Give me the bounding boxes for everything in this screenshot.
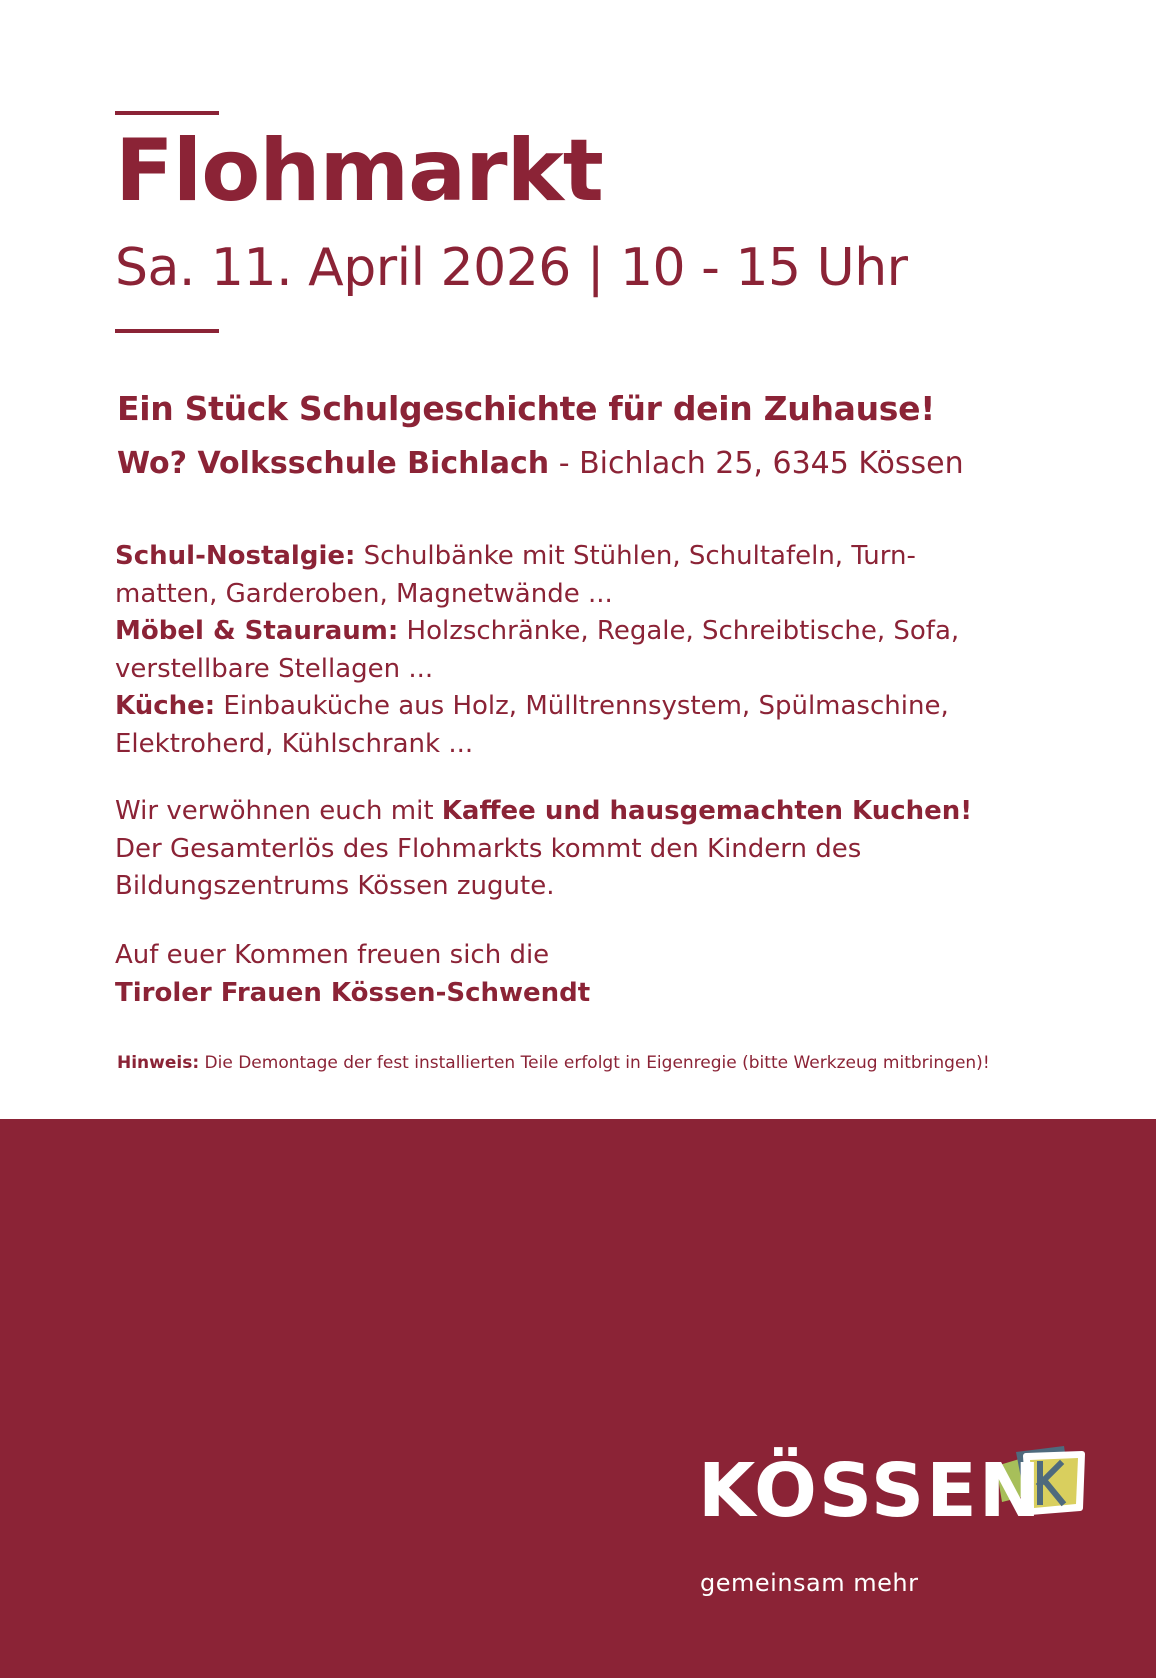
location-line — [117, 446, 964, 481]
logo-tagline: gemeinsam mehr — [700, 1569, 919, 1597]
hint-note — [117, 1053, 990, 1073]
proceeds-text: Der Gesamterlös des Flohmarkts kommt den Kindern des Bildungszentrums Kössen zugute. — [115, 833, 862, 901]
location-address: Bichlach 25, 6345 Kössen — [579, 446, 964, 481]
item-description: Holzschränke, Regale, Schreibtische, Sofa, verstellbare Stellagen ... — [115, 616, 960, 684]
cafe-highlight: Kaffee und hausgemachten Kuchen! — [441, 796, 973, 826]
page-title: Flohmarkt — [115, 121, 603, 221]
item-category: Möbel & Stauraum: — [115, 616, 399, 646]
hint-label: Hinweis: — [117, 1053, 200, 1073]
list-item — [115, 538, 1055, 613]
hint-text: Die Demontage der fest installierten Teile erfolgt in Eigenregie (bitte Werkzeug mitbringen)! — [199, 1053, 990, 1073]
item-category: Küche: — [115, 691, 216, 721]
item-list — [115, 538, 1055, 763]
list-item — [115, 613, 1055, 688]
location-separator: - — [549, 446, 580, 481]
koessen-logo — [698, 1448, 1088, 1608]
event-date: Sa. 11. April 2026 | 10 - 15 Uhr — [115, 238, 908, 298]
cafe-intro: Wir verwöhnen euch mit — [115, 796, 442, 826]
top-divider — [115, 111, 219, 115]
item-description: Einbauküche aus Holz, Mülltrennsystem, Spülmaschine, Elektroherd, Kühlschrank ... — [115, 691, 949, 759]
subheadline: Ein Stück Schulgeschichte für dein Zuhause! — [117, 389, 935, 428]
cafe-paragraph — [115, 793, 1055, 906]
item-category: Schul-Nostalgie: — [115, 541, 356, 571]
list-item — [115, 688, 1055, 763]
bottom-divider — [115, 329, 219, 333]
closing-line: Auf euer Kommen freuen sich die — [115, 940, 550, 970]
organizer-name: Tiroler Frauen Kössen-Schwendt — [115, 977, 591, 1008]
closing-paragraph — [115, 937, 1055, 1012]
logo-wordmark: KÖSSEN — [698, 1448, 1043, 1534]
item-description: Schulbänke mit Stühlen, Schultafeln, Turn- matten, Garderoben, Magnetwände ... — [115, 541, 916, 609]
location-label: Wo? Volksschule Bichlach — [117, 446, 550, 481]
